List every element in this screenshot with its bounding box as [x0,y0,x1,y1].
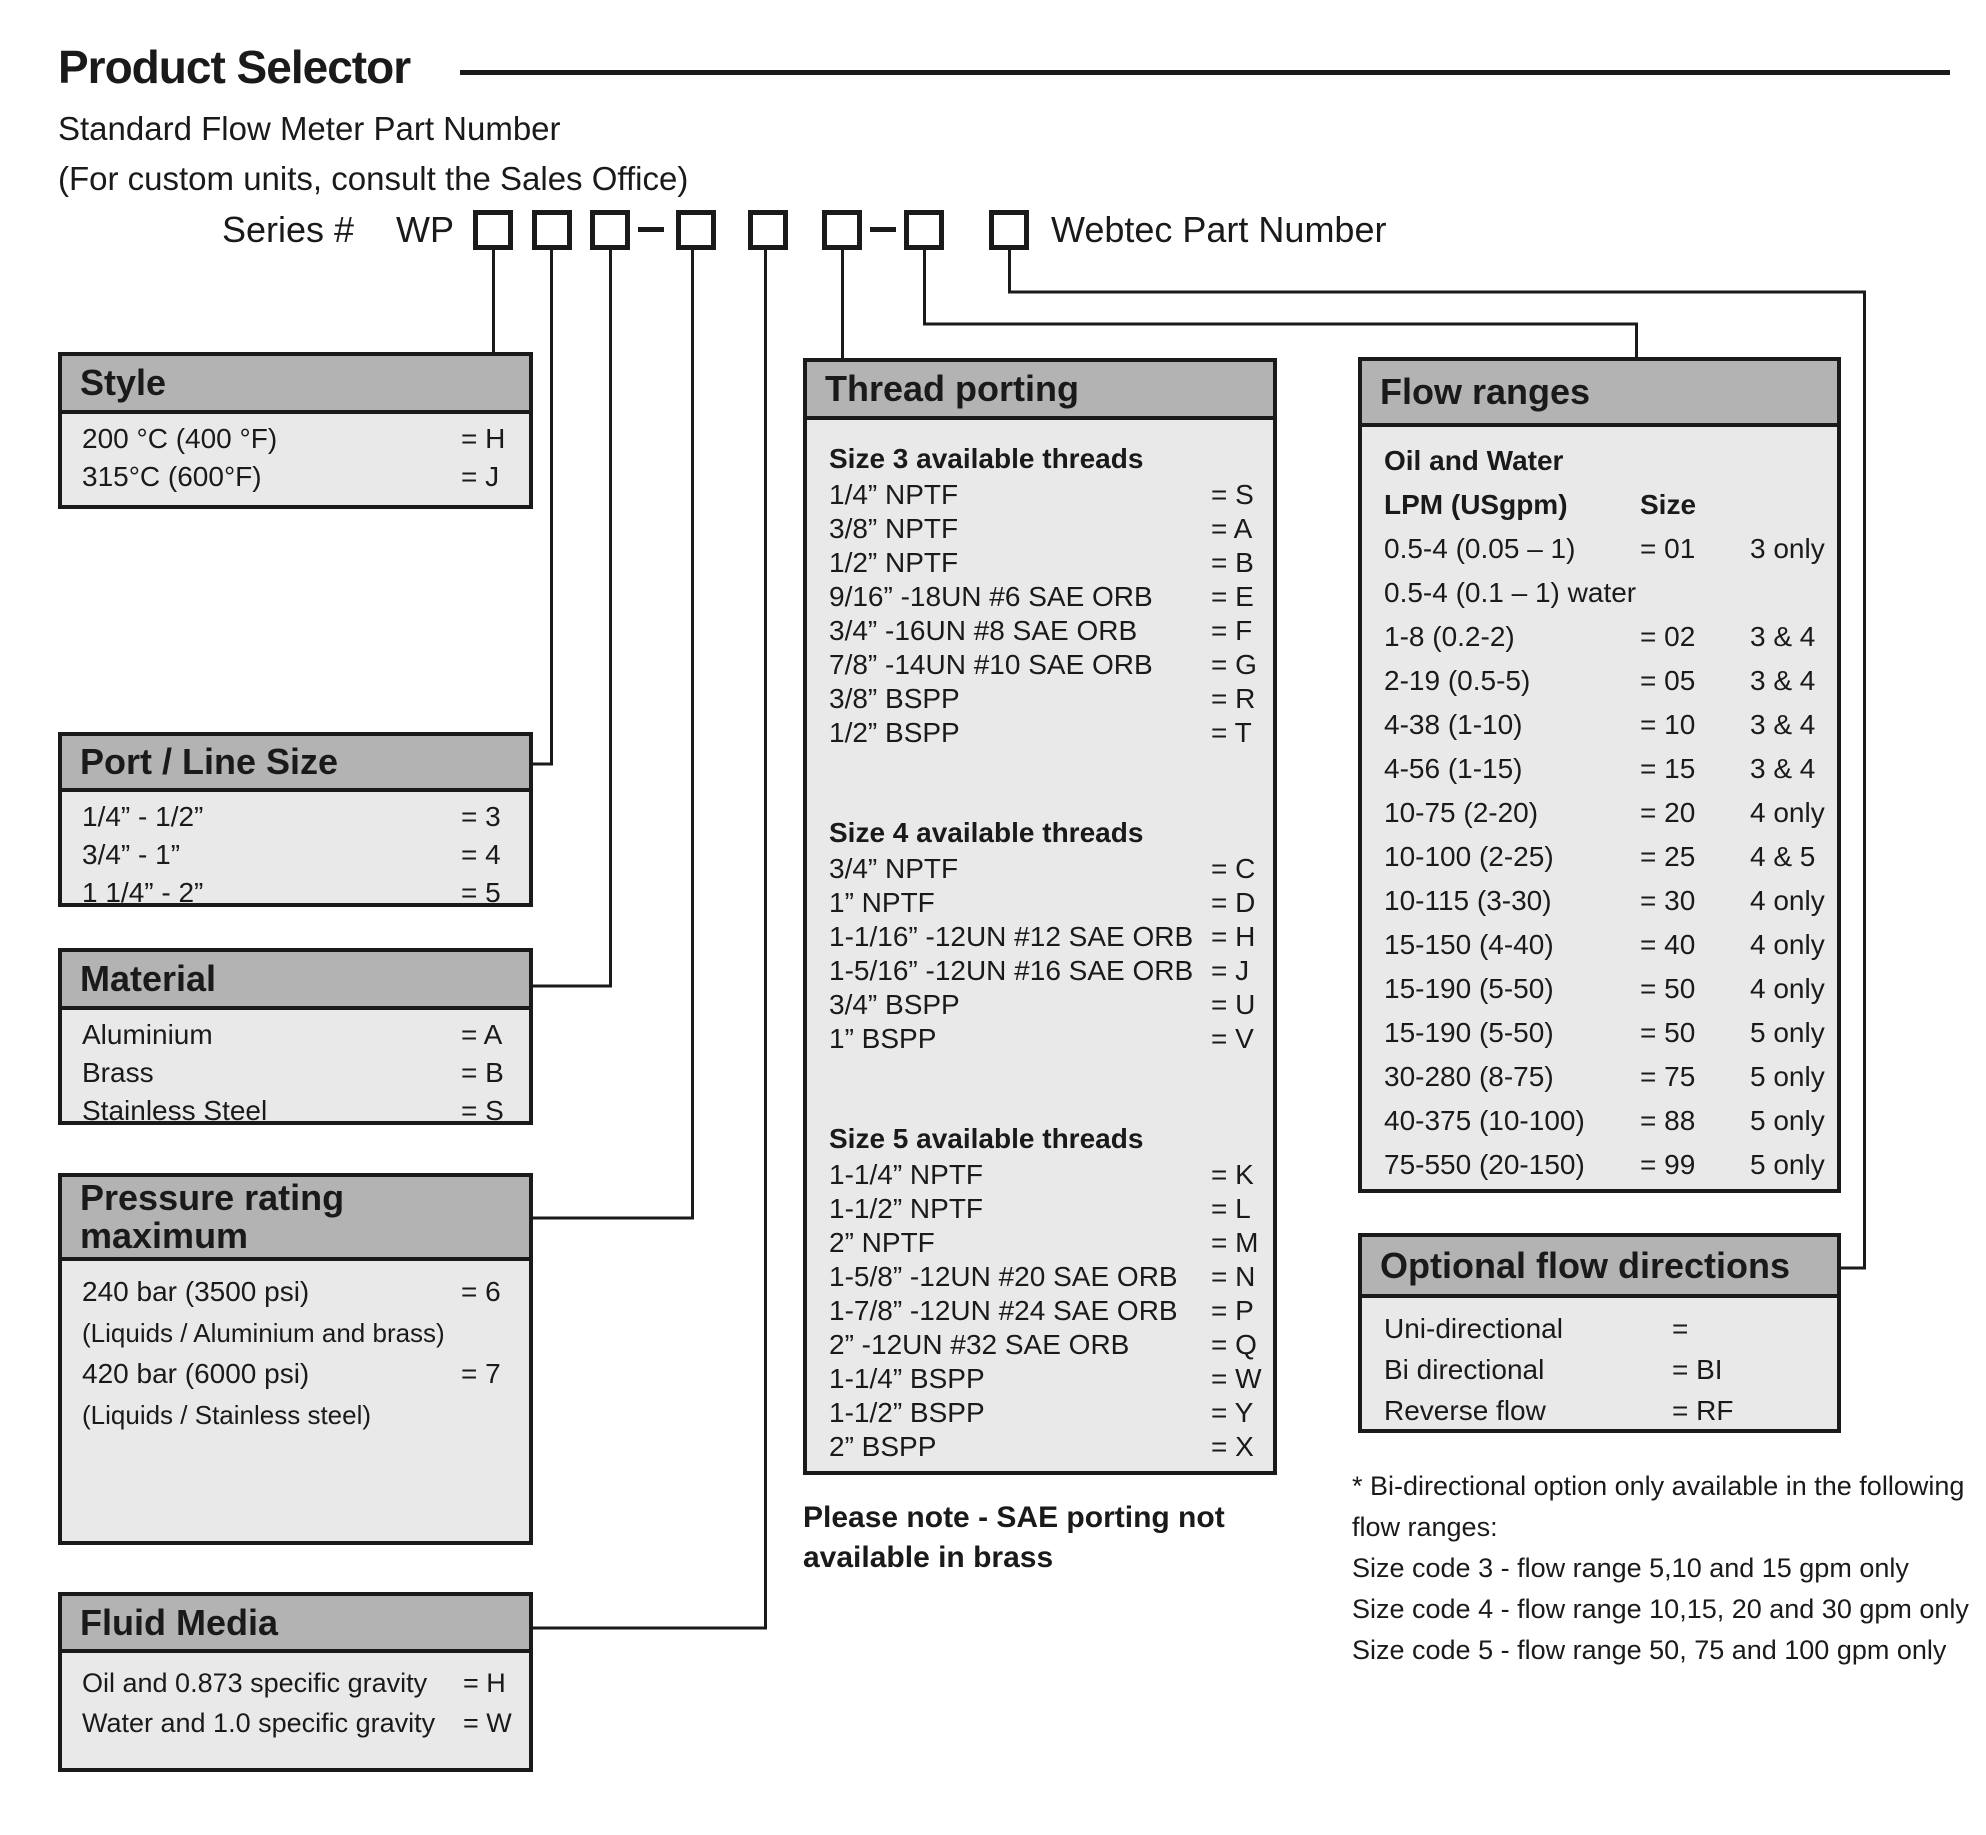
table-row [1384,659,1837,703]
option-code: = 6 [461,1276,501,1307]
bi-directional-footnote [1352,1466,1969,1671]
footnote-line: flow ranges: [1352,1512,1498,1542]
flow-range: 15-190 (5-50) [1384,1017,1554,1048]
sae-porting-note-line-2: available in brass [803,1541,1054,1574]
direction-label: Uni-directional [1384,1313,1563,1344]
table-row [829,682,1261,716]
flow-code: = 40 [1640,929,1696,960]
digit-box-flow-direction [989,210,1029,250]
table-row [1384,615,1837,659]
thread-label: 2” -12UN #32 SAE ORB [829,1329,1130,1360]
port-line-size-table [58,732,533,907]
table-row [1384,527,1837,571]
table-row [829,1328,1261,1362]
thread-size3-section [829,442,1261,750]
pressure-rating-table-title [62,1177,529,1261]
table-row [829,512,1261,546]
thread-code: = U [1211,989,1256,1020]
flow-range: 0.5-4 (0.05 – 1) [1384,533,1576,564]
thread-label: 1/2” NPTF [829,547,959,578]
flow-range: 15-150 (4-40) [1384,929,1554,960]
thread-label: 1-7/8” -12UN #24 SAE ORB [829,1295,1178,1326]
flow-sizes [1750,571,1837,615]
flow-range: 4-56 (1-15) [1384,753,1523,784]
port-line-size-table-body [62,792,529,912]
section-heading: Size 5 available threads [829,1123,1144,1154]
material-table [58,948,533,1125]
table-row [1384,1390,1837,1431]
fluid-media-table [58,1592,533,1772]
table-row [829,1294,1261,1328]
thread-label: 7/8” -14UN #10 SAE ORB [829,649,1153,680]
table-row [1384,1011,1837,1055]
thread-code: = F [1211,615,1253,646]
table-row [829,920,1261,954]
flow-code: = 99 [1640,1149,1696,1180]
thread-label: 3/4” BSPP [829,989,960,1020]
flow-code: = 30 [1640,885,1696,916]
option-code: = 4 [461,839,501,870]
flow-ranges-col-header-2 [1384,483,1837,527]
material-table-title: Material [62,952,529,1010]
table-row [829,954,1261,988]
sae-porting-note-line-1: Please note - SAE porting not [803,1501,1225,1534]
option-code: = 3 [461,801,501,832]
option-label: Stainless Steel [82,1095,268,1126]
fluid-media-table-body [62,1653,529,1743]
thread-label: 1-1/2” BSPP [829,1397,985,1428]
footnote-line: Size code 3 - flow range 5,10 and 15 gpm only [1352,1553,1909,1583]
flow-sizes: 4 & 5 [1750,841,1816,872]
thread-code: = J [1211,955,1250,986]
thread-porting-table-title: Thread porting [807,362,1273,420]
flow-directions-table-body [1362,1298,1837,1431]
thread-code: = M [1211,1227,1259,1258]
flow-ranges-table [1358,357,1841,1193]
table-row [829,1192,1261,1226]
table-row [1384,1349,1837,1390]
direction-label: Reverse flow [1384,1395,1546,1426]
thread-code: = W [1211,1363,1262,1394]
thread-label: 2” NPTF [829,1227,935,1258]
table-row [1384,571,1837,615]
table-row [1384,1308,1837,1349]
thread-label: 1” NPTF [829,887,935,918]
flow-code: = 01 [1640,533,1696,564]
table-row [1384,1055,1837,1099]
table-row [82,1663,519,1703]
table-row [82,1016,517,1054]
flow-range: 75-550 (20-150) [1384,1149,1585,1180]
thread-code: = S [1211,479,1254,510]
style-table-body [62,414,529,496]
fluid-media-table-title: Fluid Media [62,1596,529,1653]
option-code: = S [461,1095,504,1126]
sae-porting-note [803,1498,1225,1578]
thread-code: = Y [1211,1397,1254,1428]
flow-range: 10-75 (2-20) [1384,797,1539,828]
table-row [82,1703,519,1743]
thread-label: 1-1/4” NPTF [829,1159,984,1190]
option-label: 3/4” - 1” [82,839,181,870]
option-label: Water and 1.0 specific gravity [82,1708,436,1738]
flow-sizes: 3 & 4 [1750,753,1816,784]
flow-sizes: 4 only [1750,929,1825,960]
flow-range: 15-190 (5-50) [1384,973,1554,1004]
digit-box-material [590,210,630,250]
thread-label: 1/4” NPTF [829,479,959,510]
digit-box-thread [822,210,862,250]
table-row [82,458,517,496]
table-row [82,1054,517,1092]
table-row [829,478,1261,512]
flow-code: = 88 [1640,1105,1696,1136]
table-row [1384,923,1837,967]
thread-code: = D [1211,887,1256,918]
table-row [829,716,1261,750]
flow-code: = 25 [1640,841,1696,872]
thread-label: 1/2” BSPP [829,717,960,748]
option-label: Oil and 0.873 specific gravity [82,1668,428,1698]
dash-separator-2 [870,227,896,232]
option-sub-note: (Liquids / Aluminium and brass) [82,1318,445,1348]
page-subtitle-2: (For custom units, consult the Sales Office) [58,160,689,197]
spacer [1750,483,1837,527]
flow-code: = 20 [1640,797,1696,828]
thread-label: 9/16” -18UN #6 SAE ORB [829,581,1153,612]
table-row [1384,703,1837,747]
thread-code: = Q [1211,1329,1257,1360]
flow-sizes: 3 & 4 [1750,665,1816,696]
flow-code: = 15 [1640,753,1696,784]
table-row [829,1022,1261,1056]
table-row [829,1158,1261,1192]
table-row [82,1092,517,1130]
option-sub-note: (Liquids / Stainless steel) [82,1400,372,1430]
table-row [829,1396,1261,1430]
footnote-line: * Bi-directional option only available in the following [1352,1471,1965,1501]
option-code: = 5 [461,877,501,908]
flow-sizes: 3 only [1750,533,1825,564]
table-row [82,1271,517,1313]
flow-range: 30-280 (8-75) [1384,1061,1554,1092]
thread-label: 3/4” -16UN #8 SAE ORB [829,615,1138,646]
flow-sizes: 5 only [1750,1149,1825,1180]
thread-code: = X [1211,1431,1254,1462]
flow-ranges-table-title: Flow ranges [1362,361,1837,427]
table-row [829,546,1261,580]
flow-directions-table-title: Optional flow directions [1362,1237,1837,1298]
option-label: 200 °C (400 °F) [82,423,278,454]
option-code: = W [463,1708,512,1738]
flow-range: 2-19 (0.5-5) [1384,665,1531,696]
option-code: = B [461,1057,504,1088]
flow-sizes: 5 only [1750,1061,1825,1092]
connector-material [531,248,611,986]
thread-label: 1-5/16” -12UN #16 SAE ORB [829,955,1194,986]
thread-size5-section [829,1122,1261,1464]
direction-label: Bi directional [1384,1354,1545,1385]
table-row [829,886,1261,920]
flow-code: = 05 [1640,665,1696,696]
thread-label: 2” BSPP [829,1431,937,1462]
option-code: = H [461,423,506,454]
option-code: = 7 [461,1358,501,1389]
table-row [82,874,517,912]
thread-code: = K [1211,1159,1254,1190]
digit-box-flow-range [904,210,944,250]
size-header: Size [1640,489,1697,520]
style-table-title: Style [62,356,529,414]
table-row [829,1260,1261,1294]
section-heading: Size 4 available threads [829,817,1144,848]
webtec-part-number-label: Webtec Part Number [1051,209,1387,250]
thread-code: = V [1211,1023,1254,1054]
footnote-line: Size code 5 - flow range 50, 75 and 100 gpm only [1352,1635,1947,1665]
pressure-title-line-2: maximum [80,1215,249,1256]
table-row [1384,747,1837,791]
thread-code: = A [1211,513,1253,544]
flow-sizes: 5 only [1750,1017,1825,1048]
table-row [1384,1143,1837,1187]
table-row [82,420,517,458]
table-row [829,1226,1261,1260]
connector-fluid-media [531,248,766,1628]
thread-code: = E [1211,581,1254,612]
option-code: = A [461,1019,503,1050]
thread-porting-table-body [807,420,1273,1464]
footnote-line: Size code 4 - flow range 10,15, 20 and 30 gpm only [1352,1594,1969,1624]
pressure-rating-table [58,1173,533,1545]
flow-code [1640,571,1750,615]
flow-range: 1-8 (0.2-2) [1384,621,1515,652]
table-row [1384,791,1837,835]
table-row [829,580,1261,614]
flow-sizes: 3 & 4 [1750,709,1816,740]
thread-label: 3/4” NPTF [829,853,959,884]
table-row [1384,835,1837,879]
digit-box-style [473,210,513,250]
flow-range: 40-375 (10-100) [1384,1105,1585,1136]
direction-code: = [1672,1313,1689,1344]
flow-sizes: 5 only [1750,1105,1825,1136]
thread-label: 1” BSPP [829,1023,937,1054]
flow-code: = 02 [1640,621,1696,652]
flow-sizes: 4 only [1750,885,1825,916]
flow-code: = 10 [1640,709,1696,740]
digit-box-port-size [532,210,572,250]
series-label: Series # [222,209,355,250]
thread-label: 1-1/2” NPTF [829,1193,984,1224]
digit-box-fluid [748,210,788,250]
port-line-size-table-title: Port / Line Size [62,736,529,792]
option-label: Aluminium [82,1019,213,1050]
thread-label: 3/8” BSPP [829,683,960,714]
table-row [1384,879,1837,923]
flow-range: 10-115 (3-30) [1384,885,1552,916]
direction-code: = BI [1672,1354,1723,1385]
thread-code: = H [1211,921,1256,952]
pressure-title-line-1: Pressure rating [80,1177,345,1218]
flow-sizes: 3 & 4 [1750,621,1816,652]
flow-range: 0.5-4 (0.1 – 1) water [1384,577,1637,608]
table-row [829,852,1261,886]
thread-code: = B [1211,547,1254,578]
table-row [82,836,517,874]
connector-port-line-size [531,248,552,764]
thread-code: = P [1211,1295,1254,1326]
section-heading: Size 3 available threads [829,443,1144,474]
table-row [829,614,1261,648]
flow-range: 4-38 (1-10) [1384,709,1523,740]
page-title: Product Selector [58,41,411,93]
thread-label: 3/8” NPTF [829,513,959,544]
flow-sizes: 4 only [1750,797,1825,828]
option-code: = J [461,461,500,492]
direction-code: = RF [1672,1395,1734,1426]
option-label: 315°C (600°F) [82,461,262,492]
flow-code: = 75 [1640,1061,1696,1092]
table-row [829,1362,1261,1396]
page-subtitle: Standard Flow Meter Part Number [58,110,561,147]
thread-code: = C [1211,853,1256,884]
option-label: 1/4” - 1/2” [82,801,204,832]
title-rule [460,70,1950,75]
dash-separator-1 [638,227,664,232]
option-label: 1 1/4” - 2” [82,877,204,908]
material-table-body [62,1010,529,1130]
option-code: = H [463,1668,506,1698]
table-row [829,1430,1261,1464]
option-label: 420 bar (6000 psi) [82,1358,310,1389]
table-row [1384,967,1837,1011]
lpm-usgpm-header: LPM (USgpm) [1384,489,1568,520]
flow-code: = 50 [1640,973,1696,1004]
thread-code: = L [1211,1193,1251,1224]
flow-ranges-col-header-1: Oil and Water [1384,445,1564,476]
thread-code: = T [1211,717,1252,748]
table-row [829,648,1261,682]
option-label: Brass [82,1057,154,1088]
table-row [1384,1099,1837,1143]
flow-code: = 50 [1640,1017,1696,1048]
thread-porting-table [803,358,1277,1475]
flow-directions-table [1358,1233,1841,1433]
thread-size4-section [829,816,1261,1056]
flow-ranges-table-body [1362,427,1837,1187]
series-prefix: WP [396,209,454,250]
style-table [58,352,533,509]
flow-sizes: 4 only [1750,973,1825,1004]
thread-label: 1-1/4” BSPP [829,1363,985,1394]
thread-label: 1-5/8” -12UN #20 SAE ORB [829,1261,1178,1292]
thread-code: = N [1211,1261,1256,1292]
thread-code: = G [1211,649,1257,680]
thread-code: = R [1211,683,1256,714]
thread-label: 1-1/16” -12UN #12 SAE ORB [829,921,1194,952]
digit-box-pressure [676,210,716,250]
pressure-rating-table-body [62,1261,529,1435]
flow-range: 10-100 (2-25) [1384,841,1554,872]
connector-flow-ranges [925,248,1637,359]
table-row [82,798,517,836]
table-row [82,1353,517,1395]
option-label: 240 bar (3500 psi) [82,1276,310,1307]
table-row [829,988,1261,1022]
